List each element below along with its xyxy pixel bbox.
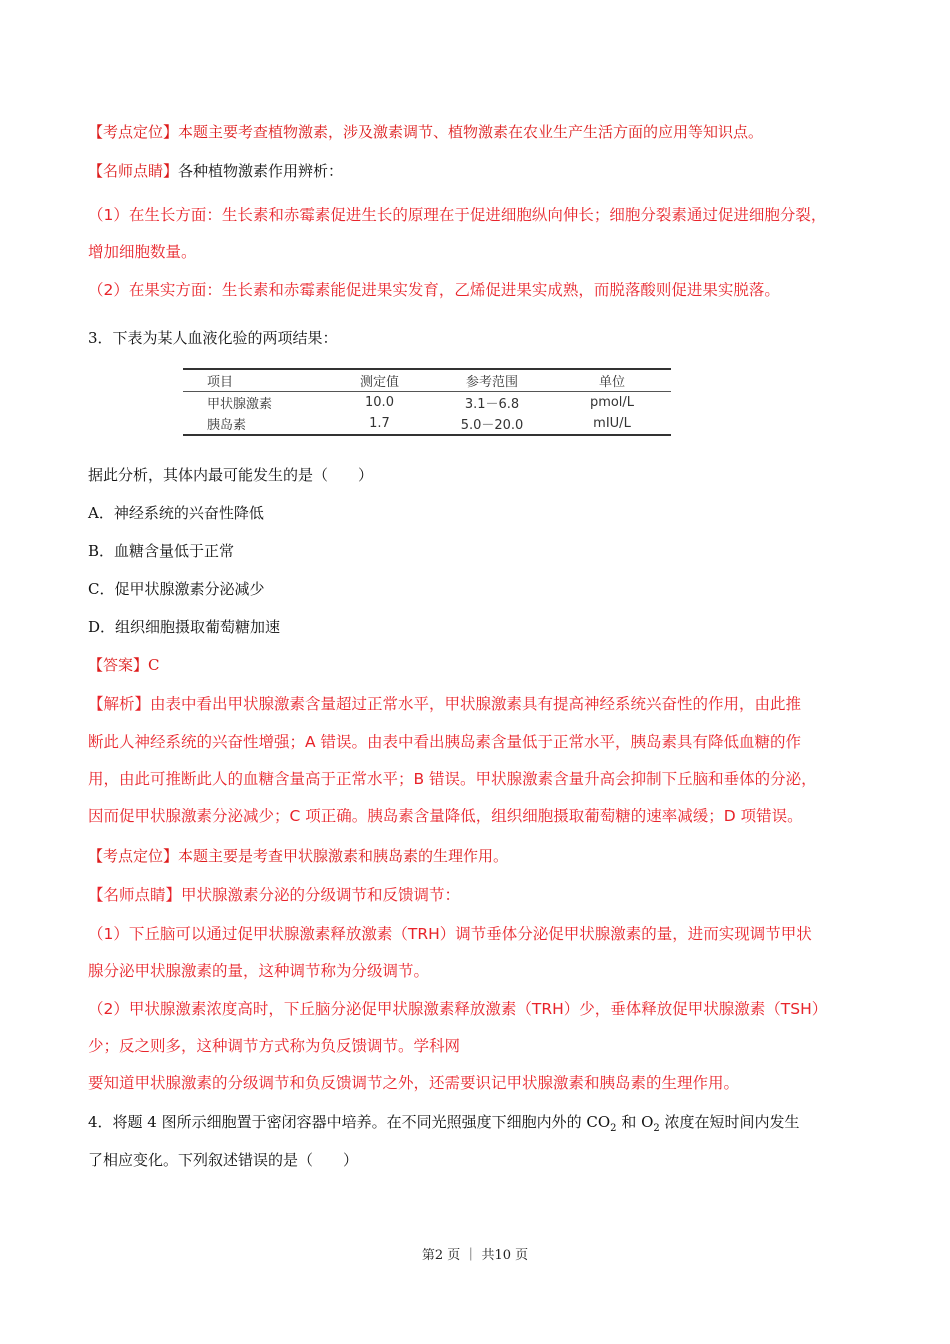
q4-line1 [88, 1111, 800, 1133]
q3-stem: 3．下表为某人血液化验的两项结果： [88, 329, 338, 347]
q3-point1-line1: （1）下丘脑可以通过促甲状腺激素释放激素（TRH）调节垂体分泌促甲状腺激素的量，进而实现调节甲状 [88, 925, 812, 943]
q3-mingshi: 【名师点睛】甲状腺激素分泌的分级调节和反馈调节： [88, 886, 461, 904]
q4-text-a: 4．将题 4 图所示细胞置于密闭容器中培养。在不同光照强度下细胞内外的 CO [88, 1113, 611, 1131]
kaodian-tag: 【考点定位】 [88, 123, 179, 141]
q3-analysis-line3: 用，由此可推断此人的血糖含量高于正常水平；B 错误。甲状腺激素含量升高会抑制下丘脑和垂体的分泌， [88, 770, 817, 788]
table-cell: pmol/L [589, 395, 635, 410]
kaodian-tag: 【考点定位】 [88, 847, 179, 865]
q4-text-c: 浓度在短时间内发生 [659, 1113, 800, 1131]
q3-option-d: D．组织细胞摄取葡萄糖加速 [88, 618, 281, 636]
table-header-cell: 项目 [207, 375, 234, 390]
answer-value: C [148, 656, 160, 674]
q4-sub-o2: 2 [653, 1123, 660, 1134]
table-cell: 5.0－20.0 [460, 418, 524, 433]
q3-kaodian [88, 845, 508, 867]
table-cell: 10.0 [365, 395, 394, 410]
q3-point2-line2: 少；反之则多，这种调节方式称为负反馈调节。学科网 [88, 1037, 461, 1055]
q3-answer [88, 654, 160, 676]
answer-tag: 【答案】 [88, 656, 149, 674]
table-header-cell: 单位 [598, 375, 625, 390]
q4-sub-co2: 2 [610, 1123, 617, 1134]
plant-point2: （2）在果实方面：生长素和赤霉素能促进果实发育，乙烯促进果实成熟，而脱落酸则促进果实脱落。 [88, 281, 780, 299]
page-footer: 第2 页 ｜ 共10 页 [421, 1248, 529, 1263]
blood-test-table [183, 368, 671, 436]
kaodian-text: 本题主要是考查甲状腺激素和胰岛素的生理作用。 [178, 847, 509, 865]
q4-line2: 了相应变化。下列叙述错误的是（ ） [88, 1151, 359, 1169]
q3-analysis-line4: 因而促甲状腺激素分泌减少；C 项正确。胰岛素含量降低，组织细胞摄取葡萄糖的速率减缓；D 项错误。 [88, 807, 803, 825]
table-header-cell: 参考范围 [465, 375, 518, 390]
table-cell: 胰岛素 [207, 418, 247, 433]
kaodian-text: 本题主要考查植物激素，涉及激素调节、植物激素在农业生产生活方面的应用等知识点。 [178, 123, 764, 141]
plant-point1-line2: 增加细胞数量。 [88, 243, 197, 261]
q3-analysis-line1: 【解析】由表中看出甲状腺激素含量超过正常水平，甲状腺激素具有提高神经系统兴奋性的作用，由此推 [88, 695, 802, 713]
q3-option-b: B．血糖含量低于正常 [88, 542, 235, 560]
q3-point1-line2: 腺分泌甲状腺激素的量，这种调节称为分级调节。 [88, 962, 430, 980]
plant-point1-line1: （1）在生长方面：生长素和赤霉素促进生长的原理在于促进细胞纵向伸长；细胞分裂素通过促进细胞分裂， [88, 206, 827, 224]
table-cell: mIU/L [593, 416, 631, 431]
q3-option-c: C．促甲状腺激素分泌减少 [88, 580, 265, 598]
mingshi-tag: 【名师点睛】 [88, 162, 179, 180]
table-cell: 甲状腺激素 [207, 397, 273, 412]
table-row [183, 392, 671, 413]
q3-option-a: A．神经系统的兴奋性降低 [88, 504, 264, 522]
q3-prompt: 据此分析，其体内最可能发生的是（ ） [88, 466, 374, 484]
q4-text-b: 和 O [616, 1113, 654, 1131]
q3-analysis-line2: 断此人神经系统的兴奋性增强；A 错误。由表中看出胰岛素含量低于正常水平，胰岛素具有降低血糖的作 [88, 733, 802, 751]
q3-point3: 要知道甲状腺激素的分级调节和负反馈调节之外，还需要识记甲状腺激素和胰岛素的生理作用。 [88, 1074, 740, 1092]
kaodian-line-1 [88, 121, 763, 143]
table-header-cell: 测定值 [359, 375, 399, 390]
mingshi-text: 各种植物激素作用辨析： [178, 162, 344, 180]
table-cell: 1.7 [369, 416, 390, 431]
table-cell: 3.1－6.8 [464, 397, 520, 412]
mingshi-line-1 [88, 160, 343, 182]
table-row [183, 413, 671, 434]
q3-point2-line1: （2）甲状腺激素浓度高时，下丘脑分泌促甲状腺激素释放激素（TRH）少，垂体释放促甲状腺激素（TSH） [88, 1000, 828, 1018]
table-header-row [183, 370, 671, 392]
